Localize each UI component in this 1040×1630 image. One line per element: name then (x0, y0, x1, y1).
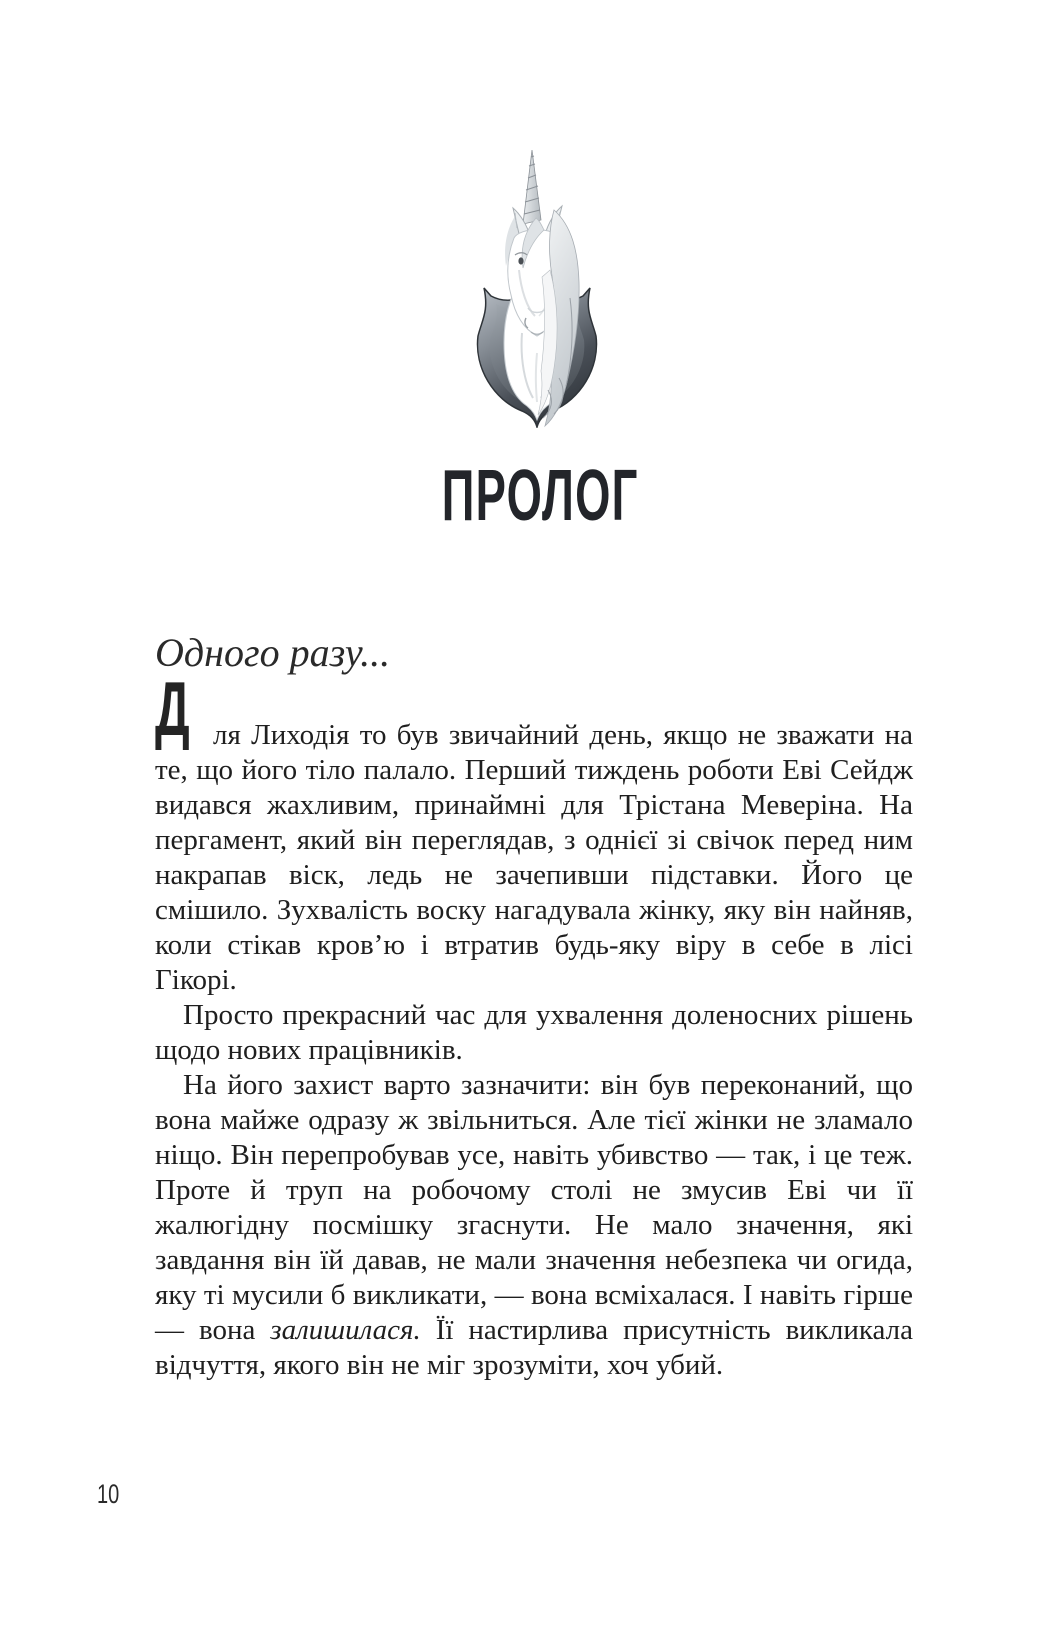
intro-line: Одного разу... (155, 630, 391, 675)
chapter-illustration (462, 148, 612, 428)
drop-cap: Д (155, 667, 190, 752)
paragraph: Просто прекрасний час для ухвалення доленосних рішень щодо нових працівників. (155, 999, 913, 1066)
page-number-text: 10 (97, 1479, 120, 1509)
body-paragraphs (155, 667, 913, 1383)
paragraph: Д ля Лиходія то був звичайний день, якщо не зважати на те, що його тіло палало. Перший тиждень роботи Еві Сейдж видався жахливим, принаймні для Трістана Меверіна. На пергамент, який він переглядав, з однієї зі свічок перед ним накрапав віск, ледь не зачепивши підставки. Його це смішило. Зухвалість воску нагадувала жінку, яку він найняв, коли стікав кров’ю і втратив будь-яку віру в себе в лісі Гікорі. (155, 667, 913, 996)
unicorn-trophy-icon (462, 148, 612, 428)
paragraph: На його захист варто зазначити: він був переконаний, що вона майже одразу ж звільниться. Але тієї жінки не зламало ніщо. Він перепробував усе, навіть убивство — так, і це теж. Проте й труп на робочому столі не змусив Еві чи її жалюгідну посмішку згаснути. Не мало значення, які завдання він їй давав, не мали значення небезпека чи огида, яку ті мусили б викликати, — вона всміхалася. І навіть гірше — вона залишилася. Її настирлива присутність викликала відчуття, якого він не міг зрозуміти, хоч убий. (155, 1069, 913, 1381)
chapter-title (155, 456, 925, 540)
page-number (97, 1481, 127, 1508)
chapter-title-text: ПРОЛОГ (441, 456, 639, 536)
text-column (155, 632, 913, 1383)
